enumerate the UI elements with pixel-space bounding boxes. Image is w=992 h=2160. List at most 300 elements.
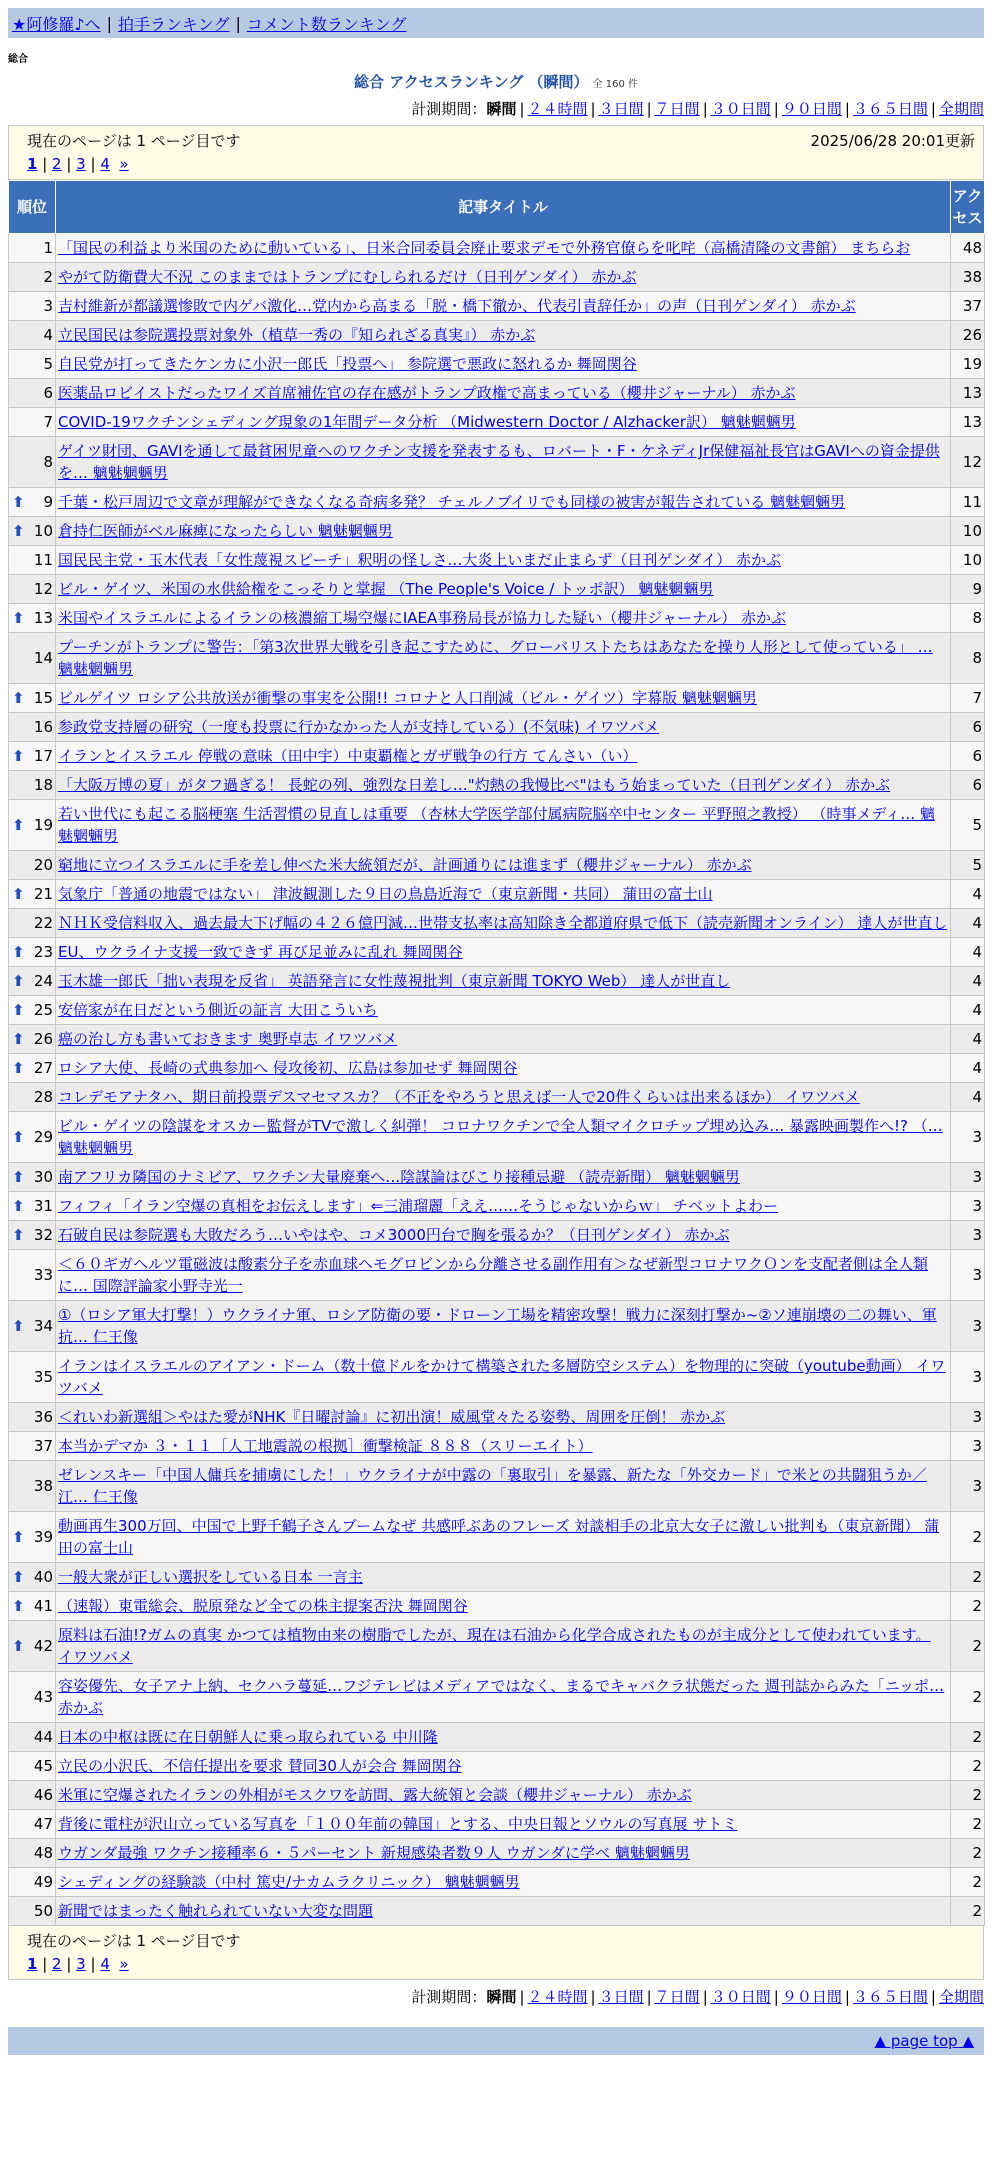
rank-number: 24 [33,972,53,990]
rank-cell [9,321,56,350]
period-link[interactable]: ３６５日間 [852,1988,928,2006]
article-link[interactable]: プーチンがトランプに警告：「第3次世界大戦を引き起こすために、グローバリストたちはあなたを操り人形として使っている」 … 魑魅魍魎男 [58,638,933,678]
rank-cell [9,1563,56,1592]
title-cell [56,350,951,379]
rank-cell [9,292,56,321]
article-link[interactable]: コレデモアナタハ、期日前投票デスマセマスカ？（不正をやろうと思えば一人で20件くらいは出来るほか） イワツバメ [58,1088,860,1106]
access-count: 3 [951,1163,985,1192]
rank-number: 40 [33,1568,53,1586]
rank-cell [9,996,56,1025]
article-link[interactable]: 「大阪万博の夏」がタフ過ぎる！ 長蛇の列、強烈な日差し…"灼熱の我慢比べ"はもう始まっていた（日刊ゲンダイ） 赤かぶ [58,776,891,794]
table-row [9,1112,985,1163]
article-link[interactable]: ①（ロシア軍大打撃！）ウクライナ軍、ロシア防衛の要・ドローン工場を精密攻撃！戦力に深刻打撃か~②ソ連崩壊の二の舞い、軍抗… 仁王像 [58,1306,937,1346]
article-link[interactable]: 国民民主党・玉木代表「女性蔑視スピーチ」釈明の怪しさ…大炎上いまだ止まらず（日刊ゲンダイ） 赤かぶ [58,551,781,569]
article-link[interactable]: シェディングの経験談（中村 篤史/ナカムラクリニック） 魑魅魍魎男 [58,1873,520,1891]
article-link[interactable]: 「国民の利益より米国のために動いている」、日米合同委員会廃止要求デモで外務官僚らを叱咤（高橋清隆の文書館） まちらお [58,239,911,257]
title-cell [56,1839,951,1868]
title-cell [56,713,951,742]
article-link[interactable]: ＜６０ギガヘルツ電磁波は酸素分子を赤血球ヘモグロビンから分離させる副作用有＞なぜ新型コロナワクＯンを支配者側は全人類に… 国際評論家小野寺光一 [58,1255,929,1295]
title-cell [56,1250,951,1301]
updated-timestamp: 2025/06/28 20:01更新 [810,132,975,150]
period-link[interactable]: ９０日間 [781,100,842,118]
access-count: 4 [951,1083,985,1112]
rank-number: 13 [33,609,53,627]
up-arrow-icon: ⬆ [12,943,25,961]
up-arrow-icon: ⬆ [12,1001,25,1019]
table-row [9,1781,985,1810]
period-current: 瞬間 [486,100,517,118]
table-row [9,1250,985,1301]
article-link[interactable]: 自民党が打ってきたケンカに小沢一郎氏「投票へ」 参院選で悪政に怒れるか 舞岡関谷 [58,355,637,373]
article-link[interactable]: 気象庁「普通の地震ではない」 津波観測した９日の鳥島近海で（東京新聞・共同） 蒲田の富士山 [58,885,713,903]
rank-cell [9,379,56,408]
table-row [9,1301,985,1352]
article-link[interactable]: 癌の治し方も書いておきます 奥野卓志 イワツバメ [58,1030,398,1048]
table-row [9,1192,985,1221]
access-count: 4 [951,1054,985,1083]
rank-number: 4 [43,326,53,344]
period-link[interactable]: ７日間 [654,1988,700,2006]
title-cell [56,1723,951,1752]
rank-cell [9,1403,56,1432]
rank-number: 47 [33,1815,53,1833]
current-page-text: 現在のページは 1 ページ目です [27,132,241,150]
period-link[interactable]: ７日間 [654,100,700,118]
title-cell [56,1112,951,1163]
article-link[interactable]: フィフィ「イラン空爆の真相をお伝えします」⇐三浦瑠麗「ええ……そうじゃないからｗ」 チベットよわー [58,1197,778,1215]
table-row [9,379,985,408]
article-link[interactable]: 動画再生300万回、中国で上野千鶴子さんブームなぜ 共感呼ぶあのフレーズ 対談相手の北京大女子に激しい批判も（東京新聞） 蒲田の富士山 [58,1517,940,1557]
table-row [9,604,985,633]
title-cell [56,1025,951,1054]
article-link[interactable]: 米軍に空爆されたイランの外相がモスクワを訪問、露大統領と会談（櫻井ジャーナル） 赤かぶ [58,1786,692,1804]
page-link[interactable]: 3 [76,1955,86,1973]
rank-number: 46 [33,1786,53,1804]
up-arrow-icon: ⬆ [12,1226,25,1244]
access-count: 11 [951,488,985,517]
next-page-link[interactable]: » [119,1955,129,1973]
page-link[interactable]: 2 [52,155,62,173]
period-link[interactable]: ３０日間 [710,1988,771,2006]
access-count: 19 [951,350,985,379]
access-count: 3 [951,1221,985,1250]
table-row [9,234,985,263]
rank-number: 41 [33,1597,53,1615]
rank-number: 9 [43,493,53,511]
rank-cell [9,1810,56,1839]
rank-cell [9,437,56,488]
period-separator: | [646,100,652,118]
table-row [9,408,985,437]
ranking-title [0,71,992,92]
current-page-text: 現在のページは 1 ページ目です [27,1932,241,1950]
table-row [9,1810,985,1839]
access-count: 6 [951,742,985,771]
rank-number: 18 [33,776,53,794]
rank-cell [9,909,56,938]
title-cell [56,1432,951,1461]
rank-cell [9,1461,56,1512]
title-column-header: 記事タイトル [56,181,951,234]
table-row [9,1054,985,1083]
period-separator: | [773,1988,779,2006]
article-link[interactable]: 原料は石油!?ガムの真実 かつては植物由来の樹脂でしたが、現在は石油から化学合成されたものが主成分として使われています。 イワツバメ [58,1626,931,1666]
rank-cell [9,1432,56,1461]
article-link[interactable]: 容姿優先、女子アナ上納、セクハラ蔓延…フジテレビはメディアではなく、まるでキャバクラ状態だった 週刊誌からみた「ニッポ… 赤かぶ [58,1677,945,1717]
rank-cell [9,1163,56,1192]
table-row [9,1512,985,1563]
period-link[interactable]: ３６５日間 [852,100,928,118]
period-separator: | [773,100,779,118]
table-row [9,1432,985,1461]
period-separator: | [930,100,936,118]
rank-number: 33 [33,1266,53,1284]
rank-number: 49 [33,1873,53,1891]
article-link[interactable]: 立民の小沢氏、不信任提出を要求 賛同30人が会合 舞岡関谷 [58,1757,462,1775]
rank-number: 32 [33,1226,53,1244]
title-cell [56,1810,951,1839]
title-cell [56,742,951,771]
up-arrow-icon: ⬆ [12,1168,25,1186]
access-count: 5 [951,800,985,851]
up-arrow-icon: ⬆ [12,1197,25,1215]
access-count: 10 [951,546,985,575]
period-link[interactable]: 全期間 [938,1988,984,2006]
access-count: 2 [951,1839,985,1868]
table-row [9,880,985,909]
rank-number: 45 [33,1757,53,1775]
article-link[interactable]: ビル・ゲイツの陰謀をオスカー監督がTVで激しく糾弾！ コロナワクチンで全人類マイクロチップ埋め込み… 暴露映画製作へ!? （… 魑魅魍魎男 [58,1117,943,1157]
rank-cell [9,633,56,684]
title-cell [56,1592,951,1621]
article-link[interactable]: 日本の中枢は既に在日朝鮮人に乗っ取られている 中川隆 [58,1728,438,1746]
rank-cell [9,1781,56,1810]
access-count: 2 [951,1752,985,1781]
up-arrow-icon: ⬆ [12,816,25,834]
article-link[interactable]: 参政党支持層の研究（一度も投票に行かなかった人が支持している）(不気味) イワツバメ [58,718,660,736]
title-cell [56,292,951,321]
article-link[interactable]: 倉持仁医師がベル麻痺になったらしい 魑魅魍魎男 [58,522,393,540]
rank-number: 50 [33,1902,53,1920]
up-arrow-icon: ⬆ [12,885,25,903]
title-cell [56,517,951,546]
access-count: 4 [951,967,985,996]
title-cell [56,488,951,517]
rank-cell [9,1221,56,1250]
next-page-link[interactable]: » [119,155,129,173]
rank-cell [9,1592,56,1621]
article-link[interactable]: EU、ウクライナ支援一致できず 再び足並みに乱れ 舞岡関谷 [58,943,463,961]
up-arrow-icon: ⬆ [12,609,25,627]
rank-cell [9,1054,56,1083]
page-separator [110,1955,120,1973]
page-separator: | [61,1955,77,1973]
article-link[interactable]: イランはイスラエルのアイアン・ドーム（数十億ドルをかけて構築された多層防空システム）を物理的に突破（youtube動画） イワツバメ [58,1357,946,1397]
access-count: 48 [951,234,985,263]
rank-number: 25 [33,1001,53,1019]
nav-link-comment-ranking[interactable]: コメント数ランキング [246,14,407,34]
article-link[interactable]: ＮＨＫ受信料収入、過去最大下げ幅の４２６億円減…世帯支払率は高知除き全都道府県で低下（読売新聞オンライン） 達人が世直し [58,914,948,932]
article-link[interactable]: 石破自民は参院選も大敗だろう…いやはや、コメ3000円台で胸を張るか？（日刊ゲンダイ） 赤かぶ [58,1226,730,1244]
rank-number: 38 [33,1477,53,1495]
article-link[interactable]: ビル・ゲイツ、米国の水供給権をこっそりと掌握 （The People's Voice / トッポ訳） 魑魅魍魎男 [58,580,714,598]
title-cell [56,437,951,488]
period-current: 瞬間 [486,1988,517,2006]
rank-cell [9,1301,56,1352]
table-row [9,633,985,684]
access-count: 7 [951,684,985,713]
period-link[interactable]: ２４時間 [527,100,588,118]
up-arrow-icon: ⬆ [12,1317,25,1335]
title-cell [56,1752,951,1781]
title-cell [56,1621,951,1672]
table-row [9,1752,985,1781]
page-separator: | [61,155,77,173]
rank-number: 14 [33,649,53,667]
rank-number: 2 [43,268,53,286]
period-link[interactable]: 全期間 [938,100,984,118]
rank-cell [9,1868,56,1897]
article-link[interactable]: 南アフリカ隣国のナミビア、ワクチン大量廃棄へ…陰謀論はびこり接種忌避 （読売新聞） 魑魅魍魎男 [58,1168,740,1186]
page-link[interactable]: 3 [76,155,86,173]
pager-bottom [8,1926,984,1980]
rank-number: 42 [33,1637,53,1655]
page-link-current[interactable]: 1 [27,1955,38,1973]
rank-number: 37 [33,1437,53,1455]
period-separator: | [590,100,596,118]
page-top-link[interactable]: ▲ page top ▲ [874,2032,974,2050]
title-cell [56,1403,951,1432]
rank-cell [9,604,56,633]
title-cell [56,1461,951,1512]
article-link[interactable]: 千葉・松戸周辺で文章が理解ができなくなる奇病多発？ チェルノブイリでも同様の被害が報告されている 魑魅魍魎男 [58,493,846,511]
article-link[interactable]: 本当かデマか ３・１１［人工地震説の根拠］衝撃検証 ８８８（スリーエイト） [58,1437,593,1455]
rank-number: 12 [33,580,53,598]
rank-cell [9,771,56,800]
rank-number: 1 [43,239,53,257]
rank-number: 3 [43,297,53,315]
table-row [9,938,985,967]
rank-number: 26 [33,1030,53,1048]
title-cell [56,408,951,437]
rank-number: 30 [33,1168,53,1186]
access-count: 13 [951,408,985,437]
access-column-header: アクセス [951,181,985,234]
table-row [9,996,985,1025]
up-arrow-icon: ⬆ [12,689,25,707]
rank-number: 5 [43,355,53,373]
rank-number: 35 [33,1368,53,1386]
period-link[interactable]: ２４時間 [527,1988,588,2006]
top-nav [8,8,984,38]
access-count: 26 [951,321,985,350]
nav-separator: | [106,13,112,33]
access-count: 4 [951,909,985,938]
table-row [9,546,985,575]
article-link[interactable]: 吉村維新が都議選惨敗で内ゲバ激化…党内から高まる「脱・橋下徹か、代表引責辞任か」の声（日刊ゲンダイ） 赤かぶ [58,297,856,315]
page-link[interactable]: 4 [100,155,110,173]
access-count: 2 [951,1563,985,1592]
title-cell [56,1221,951,1250]
rank-cell [9,1839,56,1868]
article-link[interactable]: やがて防衛費大不況 このままではトランプにむしられるだけ（日刊ゲンダイ） 赤かぶ [58,268,637,286]
article-link[interactable]: 新聞ではまったく触れられていない大変な問題 [58,1902,374,1920]
table-row [9,851,985,880]
article-link[interactable]: ロシア大使、長崎の式典参加へ 侵攻後初、広島は参加せず 舞岡関谷 [58,1059,518,1077]
nav-separator: | [235,13,241,33]
rank-cell [9,1723,56,1752]
rank-number: 23 [33,943,53,961]
article-link[interactable]: ウガンダ最強 ワクチン接種率６・５パーセント 新規感染者数９人 ウガンダに学べ 魑魅魍魎男 [58,1844,690,1862]
access-count: 5 [951,851,985,880]
rank-number: 17 [33,747,53,765]
rank-number: 6 [43,384,53,402]
page-links [27,155,975,173]
rank-cell [9,684,56,713]
page-separator: | [37,155,53,173]
article-link[interactable]: 窮地に立つイスラエルに手を差し伸べた米大統領だが、計画通りには進まず（櫻井ジャーナル） 赤かぶ [58,856,752,874]
rank-number: 48 [33,1844,53,1862]
page-link[interactable]: 2 [52,1955,62,1973]
ranking-title-text: 総合 アクセスランキング （瞬間） [354,73,589,91]
title-cell [56,1781,951,1810]
access-count: 3 [951,1112,985,1163]
access-count: 12 [951,437,985,488]
access-count: 2 [951,1592,985,1621]
table-row [9,575,985,604]
article-link[interactable]: （速報）東電総会、脱原発など全ての株主提案否決 舞岡関谷 [58,1597,468,1615]
period-separator: | [702,1988,708,2006]
up-arrow-icon: ⬆ [12,1030,25,1048]
title-cell [56,575,951,604]
article-link[interactable]: イランとイスラエル 停戦の意味（田中宇）中東覇権とガザ戦争の行方 てんさい（い） [58,747,638,765]
rank-cell [9,1512,56,1563]
access-count: 3 [951,1403,985,1432]
up-arrow-icon: ⬆ [12,1528,25,1546]
rank-cell [9,408,56,437]
table-row [9,488,985,517]
access-count: 3 [951,1301,985,1352]
access-count: 3 [951,1192,985,1221]
rank-number: 39 [33,1528,53,1546]
table-row [9,1352,985,1403]
title-cell [56,1512,951,1563]
table-row [9,771,985,800]
rank-cell [9,1250,56,1301]
title-cell [56,321,951,350]
period-label: 計測期間： [411,1988,487,2006]
table-row [9,967,985,996]
table-header [9,181,985,234]
page-link[interactable]: 4 [100,1955,110,1973]
up-arrow-icon: ⬆ [12,1059,25,1077]
access-count: 2 [951,1868,985,1897]
rank-cell [9,1672,56,1723]
rank-number: 8 [43,453,53,471]
title-cell [56,1083,951,1112]
table-row [9,1839,985,1868]
article-link[interactable]: ゲイツ財団、GAVIを通して最貧困児童へのワクチン支援を発表するも、ロバート・F・ケネディJr保健福祉長官はGAVIへの資金提供を… 魑魅魍魎男 [58,442,940,482]
rank-number: 10 [33,522,53,540]
rank-number: 28 [33,1088,53,1106]
nav-link-asyura[interactable]: ★阿修羅♪へ [12,14,101,34]
rank-number: 19 [33,816,53,834]
table-row [9,437,985,488]
title-cell [56,379,951,408]
table-row [9,1672,985,1723]
article-link[interactable]: COVID-19ワクチンシェディング現象の1年間データ分析 （Midwestern Doctor / Alzhacker訳） 魑魅魍魎男 [58,413,796,431]
access-count: 2 [951,1512,985,1563]
table-row [9,263,985,292]
title-cell [56,1868,951,1897]
access-count: 10 [951,517,985,546]
title-cell [56,684,951,713]
period-link[interactable]: ３０日間 [710,100,771,118]
up-arrow-icon: ⬆ [12,1128,25,1146]
rank-number: 20 [33,856,53,874]
access-count: 13 [951,379,985,408]
access-count: 2 [951,1672,985,1723]
article-link[interactable]: ゼレンスキー「中国人傭兵を捕虜にした！」ウクライナが中露の「裏取引」を暴露、新たな「外交カード」で米との共闘狙うか／江… 仁王像 [58,1466,927,1506]
article-link[interactable]: ＜れいわ新選組＞やはた愛がNHK『日曜討論』に初出演！威風堂々たる姿勢、周囲を圧倒！ 赤かぶ [58,1408,726,1426]
table-row [9,1621,985,1672]
title-cell [56,996,951,1025]
page-separator: | [37,1955,53,1973]
access-count: 9 [951,575,985,604]
period-link[interactable]: ３日間 [598,1988,644,2006]
title-cell [56,1897,951,1926]
title-cell [56,851,951,880]
article-link[interactable]: 安倍家が在日だという側近の証言 大田こういち [58,1001,378,1019]
rank-number: 31 [33,1197,53,1215]
title-cell [56,1352,951,1403]
period-link[interactable]: ３日間 [598,100,644,118]
title-cell [56,967,951,996]
rank-cell [9,1083,56,1112]
article-link[interactable]: 医薬品ロビイストだったワイズ首席補佐官の存在感がトランプ政権で高まっている（櫻井ジャーナル） 赤かぶ [58,384,796,402]
title-cell [56,800,951,851]
table-row [9,1083,985,1112]
title-cell [56,771,951,800]
rank-column-header: 順位 [9,181,56,234]
rank-cell [9,1897,56,1926]
title-cell [56,604,951,633]
period-separator: | [702,100,708,118]
period-link[interactable]: ９０日間 [781,1988,842,2006]
article-link[interactable]: 玉木雄一郎氏「拙い表現を反省」 英語発言に女性蔑視批判（東京新聞 TOKYO Web） 達人が世直し [58,972,731,990]
period-separator: | [519,100,525,118]
period-separator: | [844,1988,850,2006]
rank-number: 16 [33,718,53,736]
article-link[interactable]: 若い世代にも起こる脳梗塞 生活習慣の見直しは重要 （杏林大学医学部付属病院脳卒中センター 平野照之教授） （時事メディ… 魑魅魍魎男 [58,805,936,845]
rank-cell [9,234,56,263]
article-link[interactable]: 米国やイスラエルによるイランの核濃縮工場空爆にIAEA事務局長が協力した疑い（櫻井ジャーナル） 赤かぶ [58,609,786,627]
rank-cell [9,517,56,546]
rank-number: 36 [33,1408,53,1426]
access-count: 4 [951,1025,985,1054]
page-link-current[interactable]: 1 [27,155,38,173]
article-link[interactable]: 立民国民は参院選投票対象外（植草一秀の『知られざる真実』） 赤かぶ [58,326,536,344]
nav-link-applause-ranking[interactable]: 拍手ランキング [117,14,230,34]
article-link[interactable]: 背後に電柱が沢山立っている写真を「１００年前の韓国」とする、中央日報とソウルの写真展 サトミ [58,1815,738,1833]
title-cell [56,880,951,909]
rank-number: 11 [33,551,53,569]
article-link[interactable]: 一般大衆が正しい選択をしている日本 一言主 [58,1568,363,1586]
table-row [9,1897,985,1926]
article-link[interactable]: ビルゲイツ ロシア公共放送が衝撃の事実を公開!! コロナと人口削減（ビル・ゲイツ）字幕版 魑魅魍魎男 [58,689,757,707]
rank-number: 7 [43,413,53,431]
access-count: 6 [951,713,985,742]
